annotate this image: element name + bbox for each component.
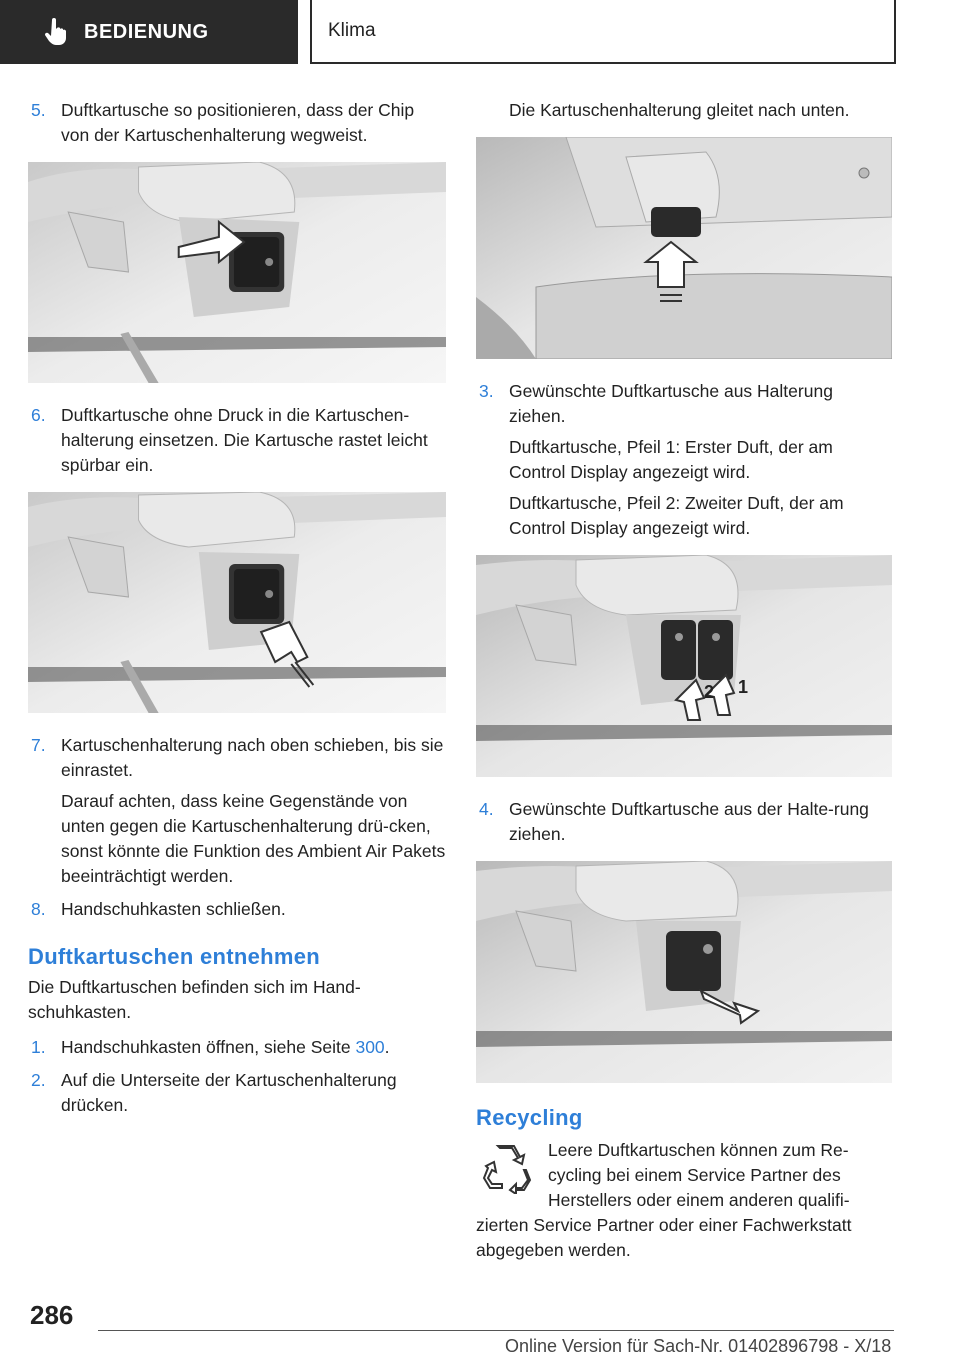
step-3 (476, 379, 892, 541)
section-heading: Duftkartuschen entnehmen (28, 944, 321, 969)
arrow-label-2: 2 (704, 682, 715, 702)
figure-cartridge-position (28, 162, 446, 383)
hand-pointer-icon (44, 18, 68, 46)
section-title: BEDIENUNG (84, 20, 209, 43)
step-2 (28, 1068, 446, 1118)
step-text: Handschuhkasten schließen. (61, 899, 286, 919)
step-text: Duftkartusche ohne Druck in die Kartuschen-halterung einsetzen. Die Kartusche rastet leicht spürbar ein. (61, 405, 428, 475)
recycling-block (476, 1138, 892, 1263)
chapter-title: Klima (328, 20, 376, 41)
step-number: 7. (31, 735, 46, 755)
step-text: Gewünschte Duftkartusche aus Halterung ziehen. (509, 381, 833, 426)
page-number: 286 (30, 1300, 74, 1330)
step-6 (28, 403, 446, 478)
step-4 (476, 797, 892, 847)
footer-divider (98, 1330, 894, 1331)
arrow-label-1: 1 (738, 677, 749, 697)
recycle-icon (480, 1142, 532, 1194)
figure-pull-cartridge (476, 861, 892, 1083)
step-text: Handschuhkasten öffnen, siehe Seite 300. (61, 1037, 390, 1057)
left-column (28, 98, 446, 1126)
step-7 (28, 733, 446, 889)
step-8 (28, 897, 446, 922)
step-note-2: Duftkartusche, Pfeil 2: Zweiter Duft, der am Control Display angezeigt wird. (509, 493, 844, 538)
step-number: 2. (31, 1070, 46, 1090)
step-number: 6. (31, 405, 46, 425)
step-text: Die Kartuschenhalterung gleitet nach unten. (509, 100, 850, 120)
step-number: 1. (31, 1037, 46, 1057)
header-section-tab (0, 0, 298, 64)
step-1 (28, 1035, 446, 1060)
step-number: 5. (31, 100, 46, 120)
intro-paragraph: Die Duftkartuschen befinden sich im Hand-schuhkasten. (28, 977, 361, 1022)
step-text: Duftkartusche so positionieren, dass der Chip von der Kartuschenhalterung wegweist. (61, 100, 415, 145)
figure-cartridge-insert (28, 492, 446, 713)
step-note-1: Duftkartusche, Pfeil 1: Erster Duft, der am Control Display angezeigt wird. (509, 437, 833, 482)
step-number: 3. (479, 381, 494, 401)
recycling-text: Leere Duftkartuschen können zum Re-cycling bei einem Service Partner des Herstellers oder einem anderen qualifi-zierten Service Partner oder einer Fachwerkstatt abgegeben werden. (476, 1140, 852, 1260)
chapter-header (310, 0, 896, 64)
step-number: 4. (479, 799, 494, 819)
step-2-continuation (476, 98, 892, 123)
step-number: 8. (31, 899, 46, 919)
figure-holder-slides-down (476, 137, 892, 359)
figure-two-cartridges (476, 555, 892, 777)
right-column (476, 98, 892, 1263)
step-text: Auf die Unterseite der Kartuschenhalterung drücken. (61, 1070, 397, 1115)
page-link[interactable]: 300 (355, 1037, 385, 1057)
step-text: Gewünschte Duftkartusche aus der Halte-rung ziehen. (509, 799, 869, 844)
step-note: Darauf achten, dass keine Gegenstände von unten gegen die Kartuschenhalterung drü-cken, sonst könnte die Funktion des Ambient Air Pakets beeinträchtigt werden. (61, 791, 446, 886)
online-version-note: Online Version für Sach-Nr. 01402896798 - X/18 (505, 1336, 892, 1356)
section-heading: Recycling (476, 1105, 583, 1130)
step-5 (28, 98, 446, 148)
step-text: Kartuschenhalterung nach oben schieben, bis sie einrastet. (61, 735, 444, 780)
